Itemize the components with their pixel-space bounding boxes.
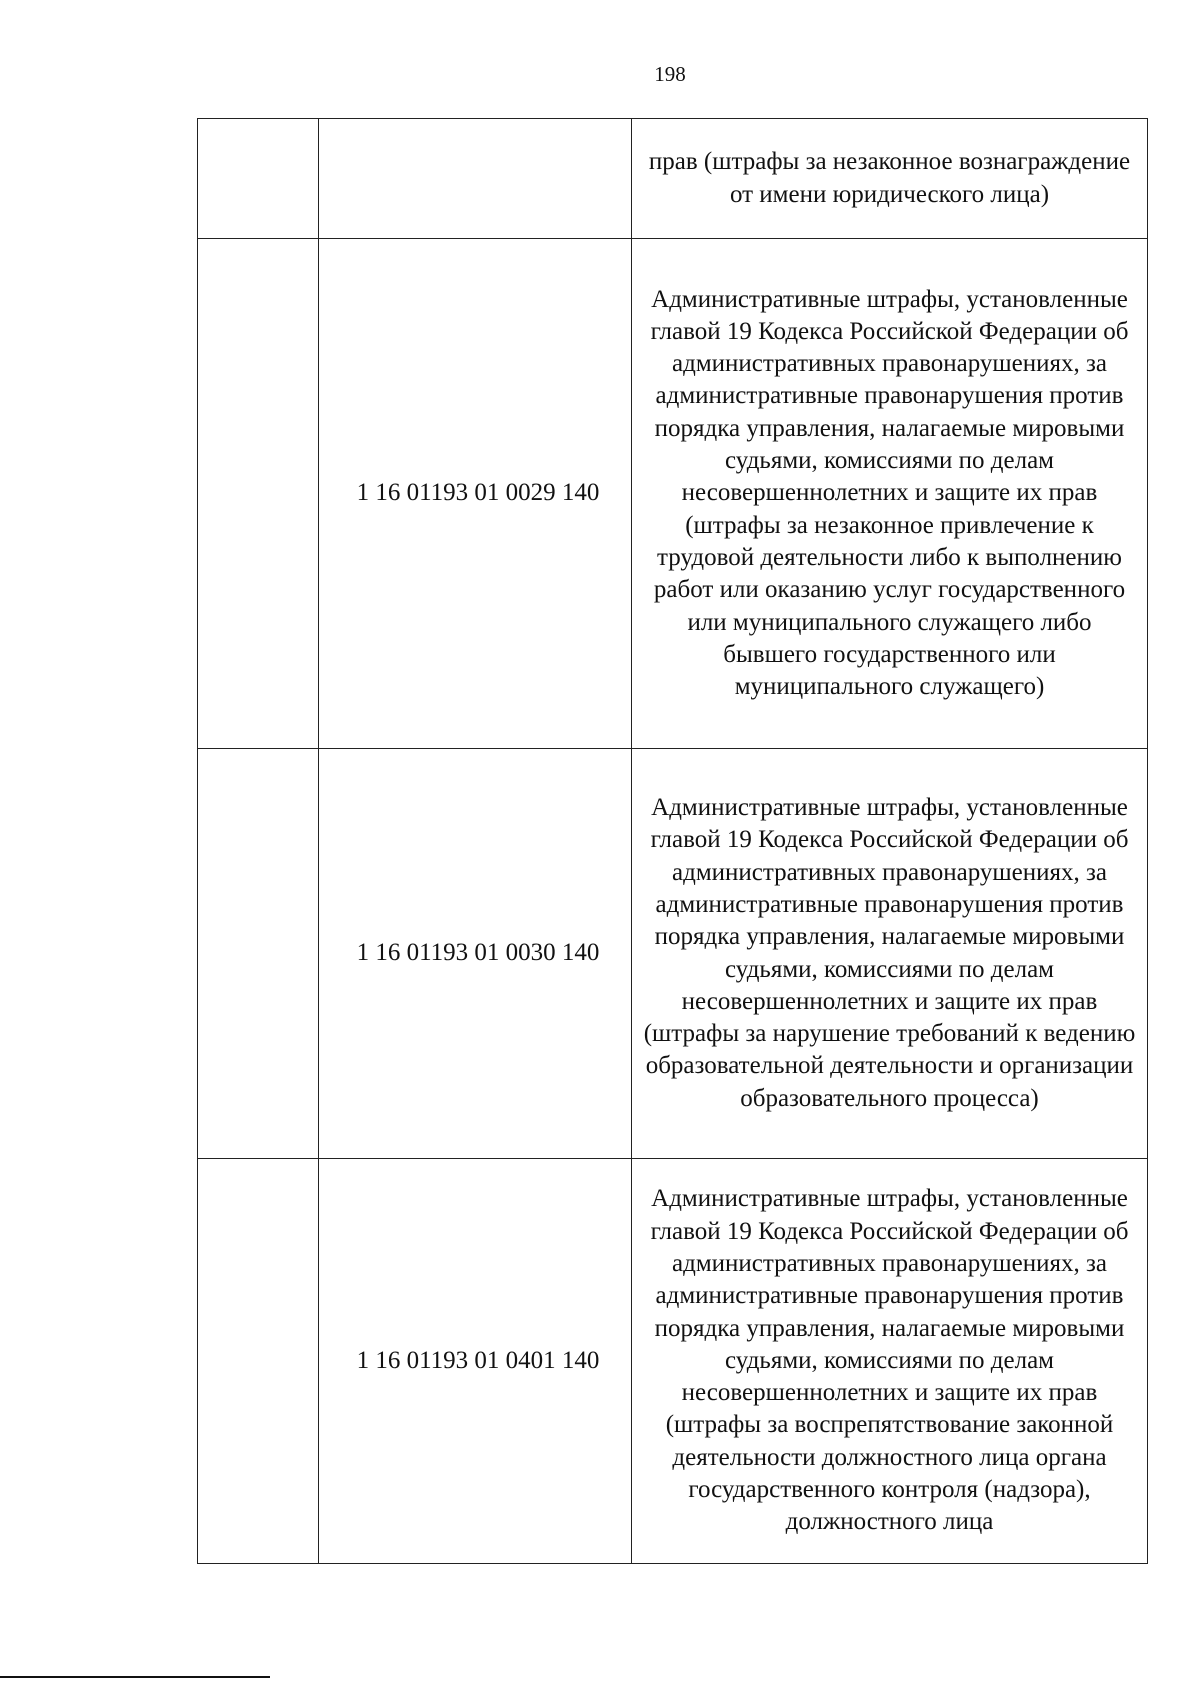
code-cell: 1 16 01193 01 0030 140: [319, 749, 632, 1159]
description-cell: Административные штрафы, установленные главой 19 Кодекса Российской Федерации об административных правонарушениях, за административные правонарушения против порядка управления, налагаемые мировыми судьями, комиссиями по делам несовершеннолетних и защите их прав (штрафы за нарушение требований к ведению образовательной деятельности и организации образовательного процесса): [632, 749, 1148, 1159]
codes-table: [197, 118, 1148, 1564]
page-number: 198: [654, 62, 686, 86]
row-number-cell: [198, 119, 319, 239]
row-number-cell: [198, 239, 319, 749]
table-row: [198, 749, 1148, 1159]
description-cell: Административные штрафы, установленные главой 19 Кодекса Российской Федерации об административных правонарушениях, за административные правонарушения против порядка управления, налагаемые мировыми судьями, комиссиями по делам несовершеннолетних и защите их прав (штрафы за незаконное привлечение к трудовой деятельности либо к выполнению работ или оказанию услуг государственного или муниципального служащего либо бывшего государственного или муниципального служащего): [632, 239, 1148, 749]
table-row: [198, 119, 1148, 239]
table-row: [198, 239, 1148, 749]
footnote-rule: [0, 1676, 270, 1678]
code-cell: 1 16 01193 01 0029 140: [319, 239, 632, 749]
description-cell: Административные штрафы, установленные главой 19 Кодекса Российской Федерации об административных правонарушениях, за административные правонарушения против порядка управления, налагаемые мировыми судьями, комиссиями по делам несовершеннолетних и защите их прав (штрафы за воспрепятствование законной деятельности должностного лица органа государственного контроля (надзора), должностного лица: [632, 1159, 1148, 1564]
code-cell: [319, 119, 632, 239]
code-cell: 1 16 01193 01 0401 140: [319, 1159, 632, 1564]
table-row: [198, 1159, 1148, 1564]
row-number-cell: [198, 749, 319, 1159]
description-cell: прав (штрафы за незаконное вознаграждение от имени юридического лица): [632, 119, 1148, 239]
row-number-cell: [198, 1159, 319, 1564]
